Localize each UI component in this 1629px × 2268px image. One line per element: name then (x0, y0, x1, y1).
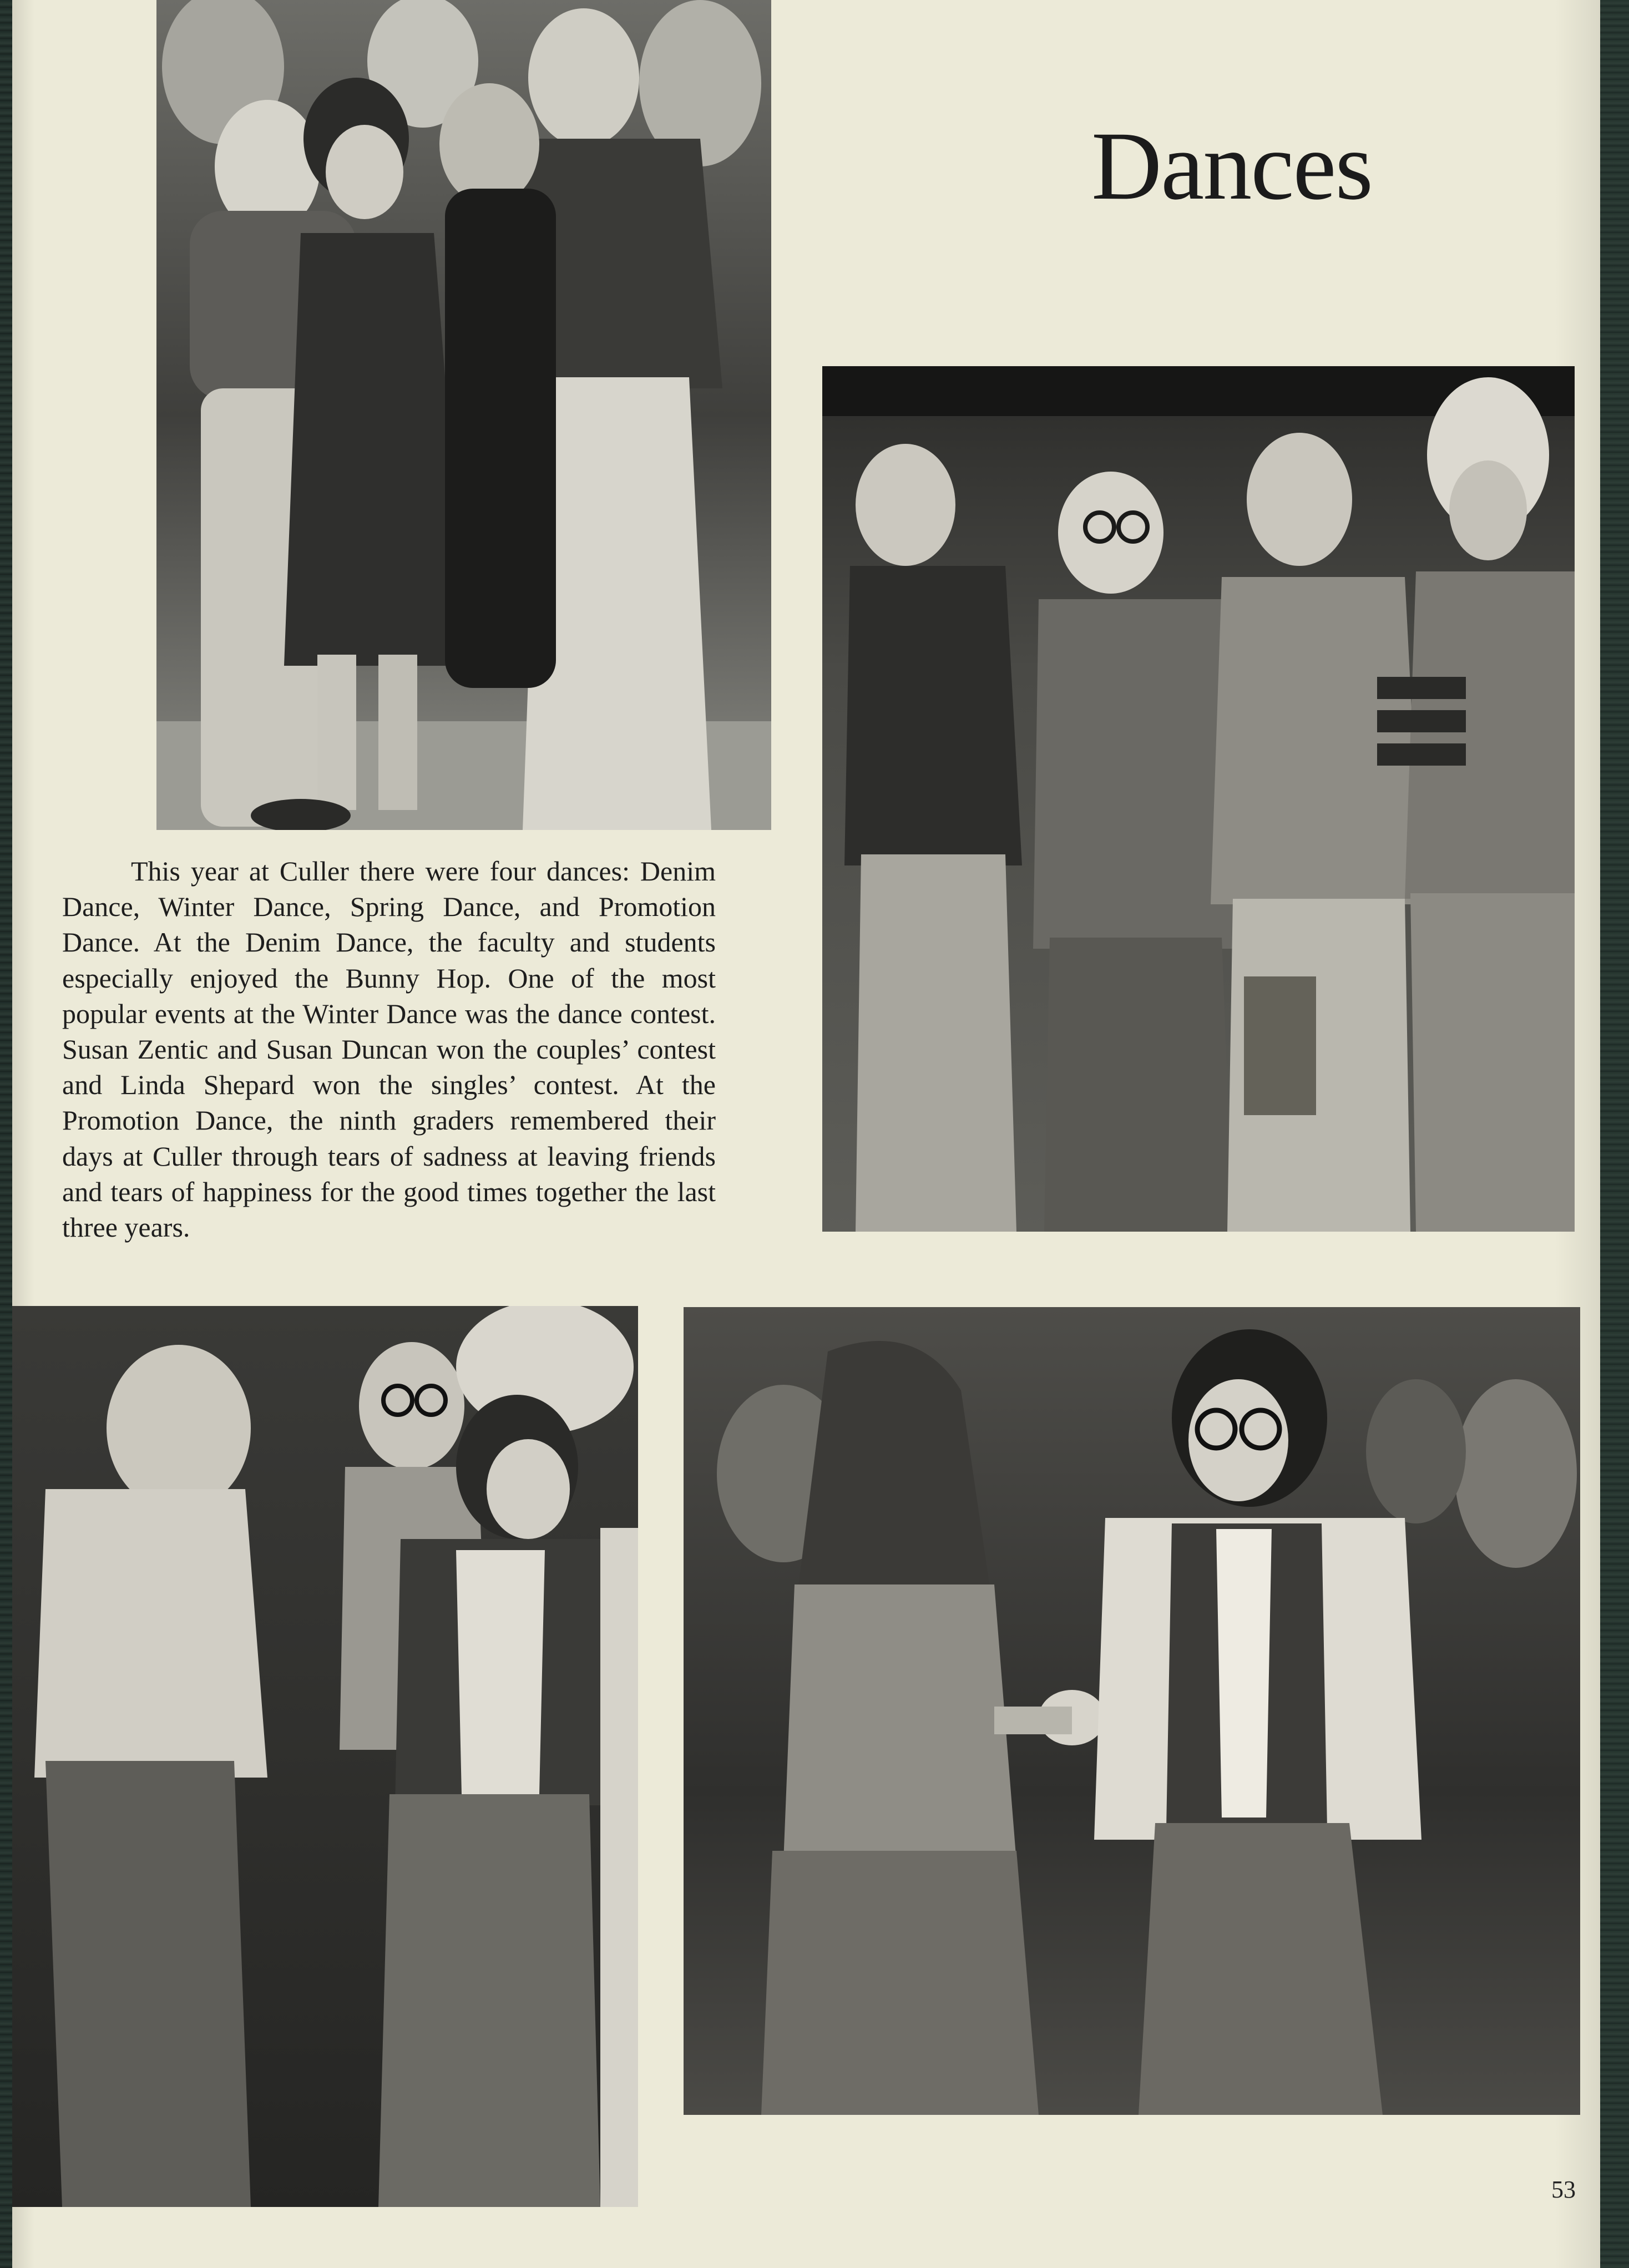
page-number: 53 (1551, 2176, 1576, 2203)
article-body: This year at Culler there were four dances: Denim Dance, Winter Dance, Spring Dance, and Promotion Dance. At the Denim Dance, the faculty and students especially enjoyed the Bunny Hop. One of the most popular events at the Winter Dance was the dance contest. Susan Zentic and Susan Duncan won the couples’ contest and Linda Shepard won the singles’ contest. At the Promotion Dance, the ninth graders remembered their days at Culler through tears of sadness at leaving friends and tears of happiness for the good times together the last three years. (62, 855, 716, 1243)
book-binding-left (0, 0, 12, 2268)
photo-students-dancing-vests (12, 1306, 638, 2207)
book-binding-right (1600, 0, 1629, 2268)
photo-bunny-hop-line (822, 366, 1575, 1232)
page-title: Dances (1091, 112, 1372, 220)
photo-partners-dancing (684, 1307, 1580, 2115)
photo-couples-hugging (156, 0, 771, 830)
